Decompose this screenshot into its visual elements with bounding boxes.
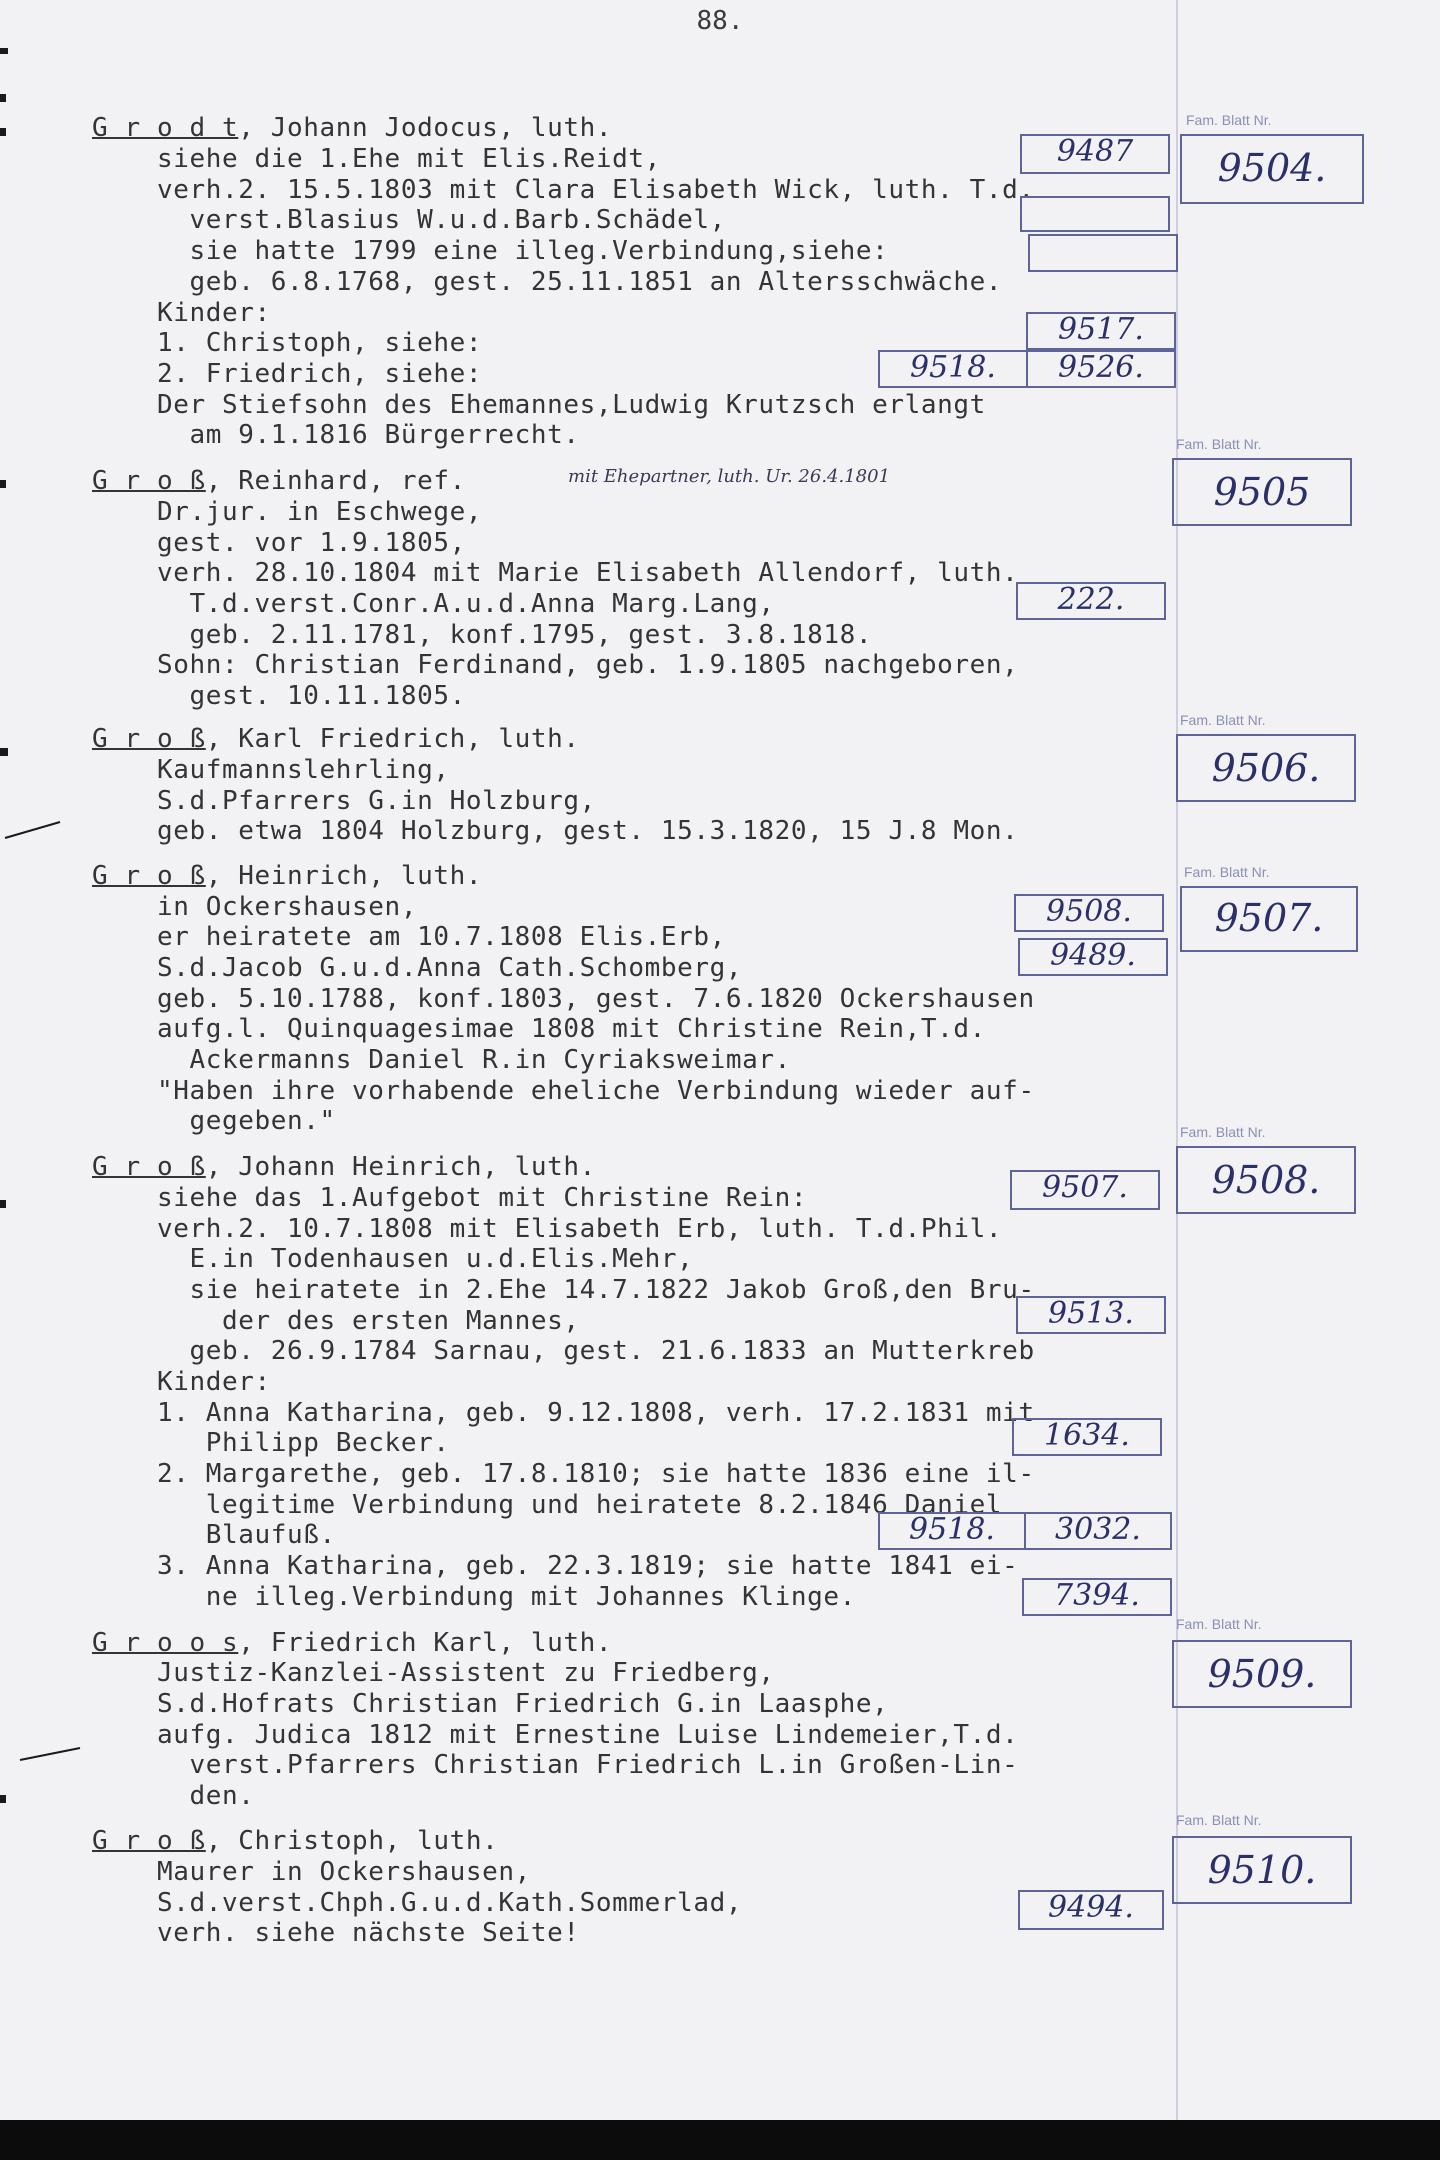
- entry-line: 2. Margarethe, geb. 17.8.1810; sie hatte 1836 eine il-: [92, 1459, 1035, 1489]
- fam-number: 9506.: [1211, 746, 1321, 790]
- fam-number: 9510.: [1207, 1848, 1317, 1892]
- entry-line: am 9.1.1816 Bürgerrecht.: [92, 420, 580, 450]
- page-number: 88.: [696, 6, 744, 36]
- binding-mark: [0, 480, 6, 488]
- fam-blatt-label: Fam. Blatt Nr.: [1184, 864, 1270, 880]
- surname: G r o ß: [92, 724, 206, 754]
- ref-number: 9494.: [1048, 1890, 1134, 1925]
- ref-number: 9526.: [1058, 350, 1144, 385]
- entry-line: 1. Christoph, siehe:: [92, 328, 483, 358]
- fam-blatt-label: Fam. Blatt Nr.: [1180, 712, 1266, 728]
- entry-line: Der Stiefsohn des Ehemannes,Ludwig Krutzsch erlangt: [92, 390, 986, 420]
- entry-line: verh.2. 10.7.1808 mit Elisabeth Erb, luth. T.d.Phil.: [92, 1214, 1003, 1244]
- entry-line: Kinder:: [92, 298, 271, 328]
- fam-number: 9505: [1213, 470, 1311, 514]
- fam-blatt-label: Fam. Blatt Nr.: [1186, 112, 1272, 128]
- pencil-stroke: [0, 808, 70, 848]
- entry-line: 3. Anna Katharina, geb. 22.3.1819; sie hatte 1841 ei-: [92, 1551, 1019, 1581]
- surname: G r o o s: [92, 1628, 239, 1658]
- entry-line: Maurer in Ockershausen,: [92, 1857, 531, 1887]
- binding-mark: [0, 128, 6, 136]
- entry-line: geb. 26.9.1784 Sarnau, gest. 21.6.1833 an Mutterkreb: [92, 1336, 1035, 1366]
- entry-line: S.d.verst.Chph.G.u.d.Kath.Sommerlad,: [92, 1888, 743, 1918]
- entry-line: aufg. Judica 1812 mit Ernestine Luise Lindemeier,T.d.: [92, 1720, 1019, 1750]
- surname: G r o ß: [92, 466, 206, 496]
- entry-line: der des ersten Mannes,: [92, 1306, 580, 1336]
- entry-line: "Haben ihre vorhabende eheliche Verbindung wieder auf-: [92, 1076, 1035, 1106]
- surname: G r o d t: [92, 113, 239, 143]
- margin-rule: [1176, 0, 1178, 2120]
- entry-line: sie heiratete in 2.Ehe 14.7.1822 Jakob Groß,den Bru-: [92, 1275, 1035, 1305]
- ref-number: 7394.: [1054, 1578, 1140, 1613]
- fam-blatt-label: Fam. Blatt Nr.: [1176, 1616, 1262, 1632]
- binding-mark: [0, 748, 8, 756]
- entry-line: sie hatte 1799 eine illeg.Verbindung,siehe:: [92, 236, 889, 266]
- entry-line: T.d.verst.Conr.A.u.d.Anna Marg.Lang,: [92, 589, 775, 619]
- entry-line: Philipp Becker.: [92, 1428, 450, 1458]
- entry-line: G r o o s, Friedrich Karl, luth.: [92, 1628, 613, 1658]
- entry-line: 2. Friedrich, siehe:: [92, 359, 483, 389]
- entry-line: Justiz-Kanzlei-Assistent zu Friedberg,: [92, 1658, 775, 1688]
- fam-blatt-label: Fam. Blatt Nr.: [1176, 436, 1262, 452]
- surname: G r o ß: [92, 861, 206, 891]
- ref-number: 9507.: [1042, 1170, 1128, 1205]
- entry-line: siehe das 1.Aufgebot mit Christine Rein:: [92, 1183, 808, 1213]
- fam-number: 9504.: [1217, 146, 1327, 190]
- entry-line: Sohn: Christian Ferdinand, geb. 1.9.1805 nachgeboren,: [92, 650, 1019, 680]
- entry-line: gest. vor 1.9.1805,: [92, 528, 466, 558]
- entry-line: ne illeg.Verbindung mit Johannes Klinge.: [92, 1582, 856, 1612]
- ref-number: 9518.: [909, 1512, 995, 1547]
- ref-number: 222.: [1057, 582, 1125, 617]
- entry-line: G r o ß, Karl Friedrich, luth.: [92, 724, 580, 754]
- ref-number: 9517.: [1058, 312, 1144, 347]
- entry-line: er heiratete am 10.7.1808 Elis.Erb,: [92, 922, 726, 952]
- surname: G r o ß: [92, 1152, 206, 1182]
- ref-number: 1634.: [1044, 1418, 1130, 1453]
- entry-line: 1. Anna Katharina, geb. 9.12.1808, verh. 17.2.1831 mit: [92, 1398, 1035, 1428]
- margin-annotation: mit Ehepartner, luth. Ur. 26.4.1801: [568, 466, 891, 487]
- entry-line: G r o ß, Christoph, luth.: [92, 1826, 499, 1856]
- fam-number: 9508.: [1211, 1158, 1321, 1202]
- fam-number: 9509.: [1207, 1652, 1317, 1696]
- ref-number: 9487: [1056, 134, 1134, 169]
- surname: G r o ß: [92, 1826, 206, 1856]
- binding-mark: [0, 94, 6, 102]
- entry-line: Ackermanns Daniel R.in Cyriaksweimar.: [92, 1045, 791, 1075]
- entry-line: in Ockershausen,: [92, 892, 418, 922]
- entry-line: den.: [92, 1781, 255, 1811]
- fam-number: 9507.: [1214, 896, 1324, 940]
- entry-line: Kaufmannslehrling,: [92, 755, 450, 785]
- entry-line: G r o ß, Heinrich, luth.: [92, 861, 483, 891]
- ref-box-empty: [1020, 196, 1170, 232]
- entry-line: aufg.l. Quinquagesimae 1808 mit Christine Rein,T.d.: [92, 1014, 986, 1044]
- entry-line: gegeben.": [92, 1106, 336, 1136]
- ref-number: 9513.: [1048, 1296, 1134, 1331]
- entry-line: verst.Pfarrers Christian Friedrich L.in Großen-Lin-: [92, 1750, 1019, 1780]
- entry-line: verh. 28.10.1804 mit Marie Elisabeth Allendorf, luth.: [92, 558, 1019, 588]
- binding-mark: [0, 48, 8, 54]
- binding-mark: [0, 1200, 6, 1208]
- entry-line: geb. 6.8.1768, gest. 25.11.1851 an Altersschwäche.: [92, 267, 1003, 297]
- entry-line: E.in Todenhausen u.d.Elis.Mehr,: [92, 1244, 694, 1274]
- entry-line: S.d.Hofrats Christian Friedrich G.in Laasphe,: [92, 1689, 889, 1719]
- entry-line: verh. siehe nächste Seite!: [92, 1918, 580, 1948]
- entry-line: Kinder:: [92, 1367, 271, 1397]
- entry-line: geb. 5.10.1788, konf.1803, gest. 7.6.1820 Ockershausen: [92, 984, 1035, 1014]
- entry-line: Blaufuß.: [92, 1520, 336, 1550]
- ref-number: 3032.: [1055, 1512, 1141, 1547]
- ref-number: 9489.: [1050, 938, 1136, 973]
- ref-box-empty: [1028, 234, 1178, 272]
- entry-line: G r o ß, Johann Heinrich, luth.: [92, 1152, 596, 1182]
- entry-line: verst.Blasius W.u.d.Barb.Schädel,: [92, 205, 726, 235]
- entry-line: G r o ß, Reinhard, ref.: [92, 466, 466, 496]
- entry-line: G r o d t, Johann Jodocus, luth.: [92, 113, 613, 143]
- entry-line: verh.2. 15.5.1803 mit Clara Elisabeth Wick, luth. T.d.: [92, 175, 1035, 205]
- entry-line: geb. etwa 1804 Holzburg, gest. 15.3.1820, 15 J.8 Mon.: [92, 816, 1019, 846]
- entry-line: legitime Verbindung und heiratete 8.2.1846 Daniel: [92, 1490, 1003, 1520]
- entry-line: S.d.Pfarrers G.in Holzburg,: [92, 786, 596, 816]
- entry-line: S.d.Jacob G.u.d.Anna Cath.Schomberg,: [92, 953, 743, 983]
- fam-blatt-label: Fam. Blatt Nr.: [1180, 1124, 1266, 1140]
- ref-number: 9518.: [910, 350, 996, 385]
- fam-blatt-label: Fam. Blatt Nr.: [1176, 1812, 1262, 1828]
- entry-line: geb. 2.11.1781, konf.1795, gest. 3.8.1818.: [92, 620, 873, 650]
- ref-number: 9508.: [1046, 894, 1132, 929]
- entry-line: gest. 10.11.1805.: [92, 681, 466, 711]
- entry-line: siehe die 1.Ehe mit Elis.Reidt,: [92, 144, 661, 174]
- entry-line: Dr.jur. in Eschwege,: [92, 497, 483, 527]
- pencil-stroke: [0, 1730, 90, 1770]
- binding-mark: [0, 1795, 6, 1803]
